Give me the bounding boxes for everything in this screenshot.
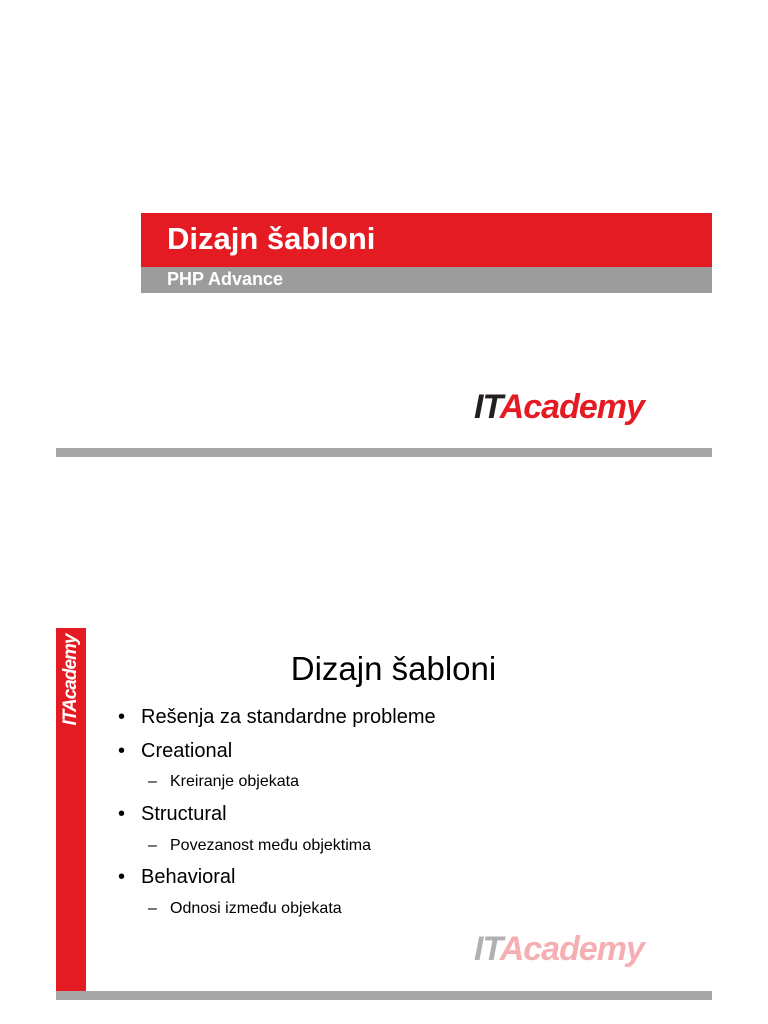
logo-academy-text: Academy bbox=[499, 388, 644, 426]
sub-bullet-text: Odnosi između objekata bbox=[170, 900, 342, 917]
sub-bullet-marker: – bbox=[148, 900, 157, 917]
itacademy-logo bbox=[474, 388, 644, 427]
slide2-bottom-divider bbox=[56, 991, 712, 1000]
bullet-text: Creational bbox=[141, 740, 233, 762]
slide1-subtitle: PHP Advance bbox=[167, 269, 284, 289]
watermark-it-text: IT bbox=[474, 930, 500, 968]
slide1-title-bar bbox=[141, 213, 712, 267]
bullet-item bbox=[118, 740, 232, 763]
bullet-item bbox=[118, 803, 227, 826]
bullet-marker: • bbox=[118, 740, 126, 762]
slide1-subtitle-bar bbox=[141, 267, 712, 293]
bullet-marker: • bbox=[118, 803, 126, 825]
bullet-marker: • bbox=[118, 706, 126, 728]
bullet-text: Behavioral bbox=[141, 866, 236, 888]
sub-bullet-marker: – bbox=[148, 773, 157, 790]
slide1-title: Dizajn šabloni bbox=[167, 221, 376, 256]
bullet-text: Structural bbox=[141, 803, 227, 825]
sub-bullet-item bbox=[148, 773, 299, 791]
bullet-item bbox=[118, 706, 436, 729]
sub-bullet-text: Povezanost među objektima bbox=[170, 837, 371, 854]
slide2-title: Dizajn šabloni bbox=[290, 650, 497, 687]
bullet-marker: • bbox=[118, 866, 126, 888]
bullet-text: Rešenja za standardne probleme bbox=[141, 706, 436, 728]
watermark-academy-text: Academy bbox=[499, 930, 644, 968]
sub-bullet-item bbox=[148, 837, 371, 855]
side-itacademy-logo: ITAcademy bbox=[60, 634, 81, 726]
slide1-bottom-divider bbox=[56, 448, 712, 457]
bullet-item bbox=[118, 866, 236, 889]
itacademy-watermark-logo bbox=[474, 930, 644, 969]
sub-bullet-marker: – bbox=[148, 837, 157, 854]
logo-it-text: IT bbox=[474, 388, 500, 426]
sub-bullet-text: Kreiranje objekata bbox=[170, 773, 299, 790]
sub-bullet-item bbox=[148, 900, 342, 918]
